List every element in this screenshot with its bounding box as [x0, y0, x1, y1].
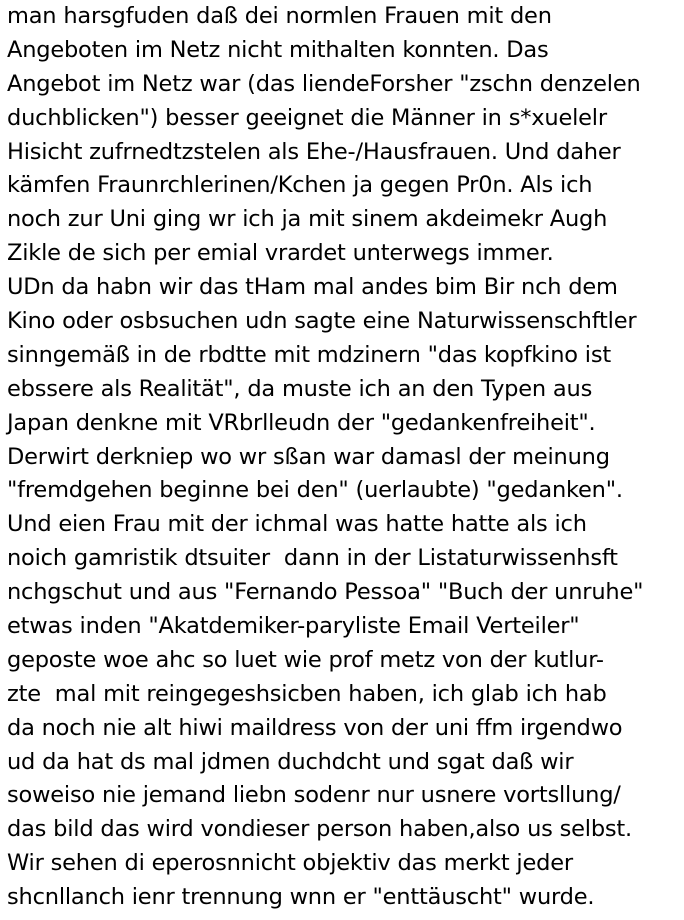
text-line: kämfen Fraunrchlerinen/Kchen ja gegen Pr0n. Als ich — [7, 172, 593, 199]
text-line: ud da hat ds mal jdmen duchdcht und sgat daß wir — [7, 748, 574, 775]
text-line: nchgschut und aus "Fernando Pessoa" "Buch der unruhe" — [7, 579, 644, 606]
text-line: Wir sehen di eperosnnicht objektiv das merkt jeder — [7, 850, 573, 877]
text-line: geposte woe ahc so luet wie prof metz von der kutlur- — [7, 646, 604, 673]
text-line: Zikle de sich per emial vrardet unterwegs immer. — [7, 240, 554, 267]
text-line: noich gamristik dtsuiter dann in der Listaturwissenhsft — [7, 545, 618, 572]
text-line: UDn da habn wir das tHam mal andes bim Bir nch dem — [7, 274, 618, 301]
text-line: zte mal mit reingegeshsicben haben, ich glab ich hab — [7, 680, 607, 707]
text-line: Hisicht zufrnedtzstelen als Ehe-/Hausfrauen. Und daher — [7, 138, 621, 165]
text-line: da noch nie alt hiwi maildress von der uni ffm irgendwo — [7, 714, 623, 741]
text-line: ebssere als Realität", da muste ich an den Typen aus — [7, 375, 593, 402]
text-line: sinngemäß in de rbdtte mit mdzinern "das kopfkino ist — [7, 341, 611, 368]
text-line: shcnllanch ienr trennung wnn er "enttäuscht" wurde. — [7, 884, 595, 911]
text-line: Angebot im Netz war (das liendeForsher "zschn denzelen — [7, 70, 641, 97]
text-line: noch zur Uni ging wr ich ja mit sinem akdeimekr Augh — [7, 206, 608, 233]
text-line: Kino oder osbsuchen udn sagte eine Naturwissenschftler — [7, 308, 637, 335]
text-line: Japan denkne mit VRbrlleudn der "gedankenfreiheit". — [7, 409, 596, 436]
text-line: "fremdgehen beginne bei den" (uerlaubte) "gedanken". — [7, 477, 623, 504]
text-line: das bild das wird vondieser person haben,also us selbst. — [7, 816, 633, 843]
text-line: Und eien Frau mit der ichmal was hatte hatte als ich — [7, 511, 587, 538]
text-line: soweiso nie jemand liebn sodenr nur usnere vortsllung/ — [7, 782, 621, 809]
document-text-body — [7, 0, 679, 915]
text-line: Angeboten im Netz nicht mithalten konnten. Das — [7, 36, 549, 63]
text-line: man harsgfuden daß dei normlen Frauen mit den — [7, 3, 552, 29]
text-line: duchblicken") besser geeignet die Männer in s*xuelelr — [7, 104, 607, 131]
text-line: Derwirt derkniep wo wr sßan war damasl der meinung — [7, 443, 610, 470]
text-line: etwas inden "Akatdemiker-paryliste Email Verteiler" — [7, 613, 580, 640]
